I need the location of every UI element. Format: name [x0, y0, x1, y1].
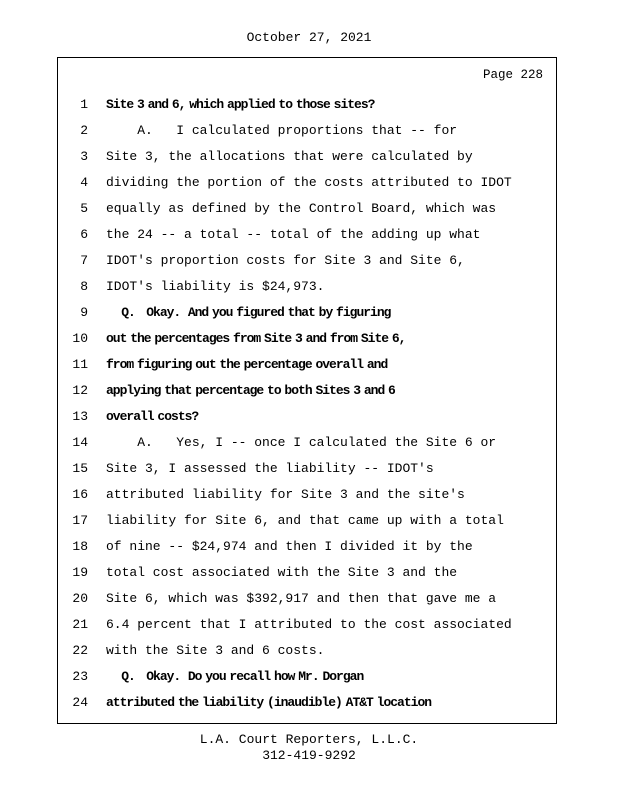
transcript-line — [58, 326, 556, 352]
line-text: with the Site 3 and 6 costs. — [106, 643, 325, 658]
line-number: 15 — [72, 461, 88, 476]
reporter-phone: 312-419-9292 — [262, 748, 356, 763]
line-number: 4 — [80, 175, 88, 190]
transcript-line — [58, 300, 556, 326]
line-text: 6.4 percent that I attributed to the cost associated — [106, 617, 512, 632]
transcript-line — [58, 508, 556, 534]
line-number: 5 — [80, 201, 88, 216]
line-number: 18 — [72, 539, 88, 554]
line-number: 14 — [72, 435, 88, 450]
line-number: 6 — [80, 227, 88, 242]
line-text: Site 6, which was $392,917 and then that gave me a — [106, 591, 497, 606]
reporter-name: L.A. Court Reporters, L.L.C. — [199, 732, 419, 747]
transcript-line — [58, 534, 556, 560]
line-number: 19 — [72, 565, 88, 580]
line-text: Site 3, the allocations that were calculated by — [106, 149, 473, 164]
line-text: total cost associated with the Site 3 and the — [106, 565, 458, 580]
transcript-line — [58, 482, 556, 508]
line-number: 17 — [72, 513, 88, 528]
line-number: 10 — [72, 331, 88, 346]
line-number: 13 — [72, 409, 88, 424]
transcript-line — [58, 560, 556, 586]
transcript-date: October 27, 2021 — [246, 30, 372, 45]
line-text: IDOT's liability is $24,973. — [106, 279, 325, 294]
transcript-line — [58, 222, 556, 248]
line-number: 1 — [80, 97, 88, 112]
line-text: IDOT's proportion costs for Site 3 and Site 6, — [106, 253, 465, 268]
line-text: A. I calculated proportions that -- for — [106, 123, 458, 138]
line-number: 23 — [72, 669, 88, 684]
line-text: overall costs? — [106, 409, 199, 424]
line-number: 21 — [72, 617, 88, 632]
line-number: 2 — [80, 123, 88, 138]
transcript-line — [58, 638, 556, 664]
transcript-page-box — [57, 57, 557, 724]
line-text: Q. Okay. And you figured that by figuring — [106, 305, 391, 320]
transcript-lines — [58, 92, 556, 716]
transcript-line — [58, 612, 556, 638]
transcript-line — [58, 404, 556, 430]
page-number-label: Page 228 — [482, 68, 543, 82]
line-text: out the percentages from Site 3 and from Site 6, — [106, 331, 406, 346]
line-number: 16 — [72, 487, 88, 502]
transcript-line — [58, 456, 556, 482]
transcript-line — [58, 430, 556, 456]
line-text: the 24 -- a total -- total of the adding up what — [106, 227, 481, 242]
transcript-line — [58, 690, 556, 716]
line-number: 12 — [72, 383, 88, 398]
transcript-line — [58, 664, 556, 690]
line-number: 11 — [72, 357, 88, 372]
line-text: Q. Okay. Do you recall how Mr. Dorgan — [106, 669, 364, 684]
line-number: 7 — [80, 253, 88, 268]
line-text: Site 3 and 6, which applied to those sites? — [106, 97, 375, 112]
line-text: of nine -- $24,974 and then I divided it by the — [106, 539, 473, 554]
line-number: 20 — [72, 591, 88, 606]
transcript-line — [58, 586, 556, 612]
transcript-line — [58, 92, 556, 118]
line-text: equally as defined by the Control Board, which was — [106, 201, 497, 216]
line-number: 8 — [80, 279, 88, 294]
line-text: attributed liability for Site 3 and the site's — [106, 487, 465, 502]
line-number: 9 — [80, 305, 88, 320]
footer — [0, 732, 618, 764]
transcript-line — [58, 196, 556, 222]
transcript-line — [58, 352, 556, 378]
line-text: dividing the portion of the costs attributed to IDOT — [106, 175, 512, 190]
transcript-line — [58, 144, 556, 170]
line-number: 24 — [72, 695, 88, 710]
line-text: A. Yes, I -- once I calculated the Site 6 or — [106, 435, 497, 450]
transcript-line — [58, 118, 556, 144]
line-text: Site 3, I assessed the liability -- IDOT's — [106, 461, 434, 476]
line-text: applying that percentage to both Sites 3 and 6 — [106, 383, 395, 398]
transcript-line — [58, 274, 556, 300]
transcript-line — [58, 378, 556, 404]
transcript-line — [58, 170, 556, 196]
line-number: 22 — [72, 643, 88, 658]
transcript-line — [58, 248, 556, 274]
line-text: attributed the liability (inaudible) AT&T location — [106, 695, 432, 710]
line-number: 3 — [80, 149, 88, 164]
line-text: liability for Site 6, and that came up with a total — [106, 513, 504, 528]
line-text: from figuring out the percentage overall and — [106, 357, 388, 372]
